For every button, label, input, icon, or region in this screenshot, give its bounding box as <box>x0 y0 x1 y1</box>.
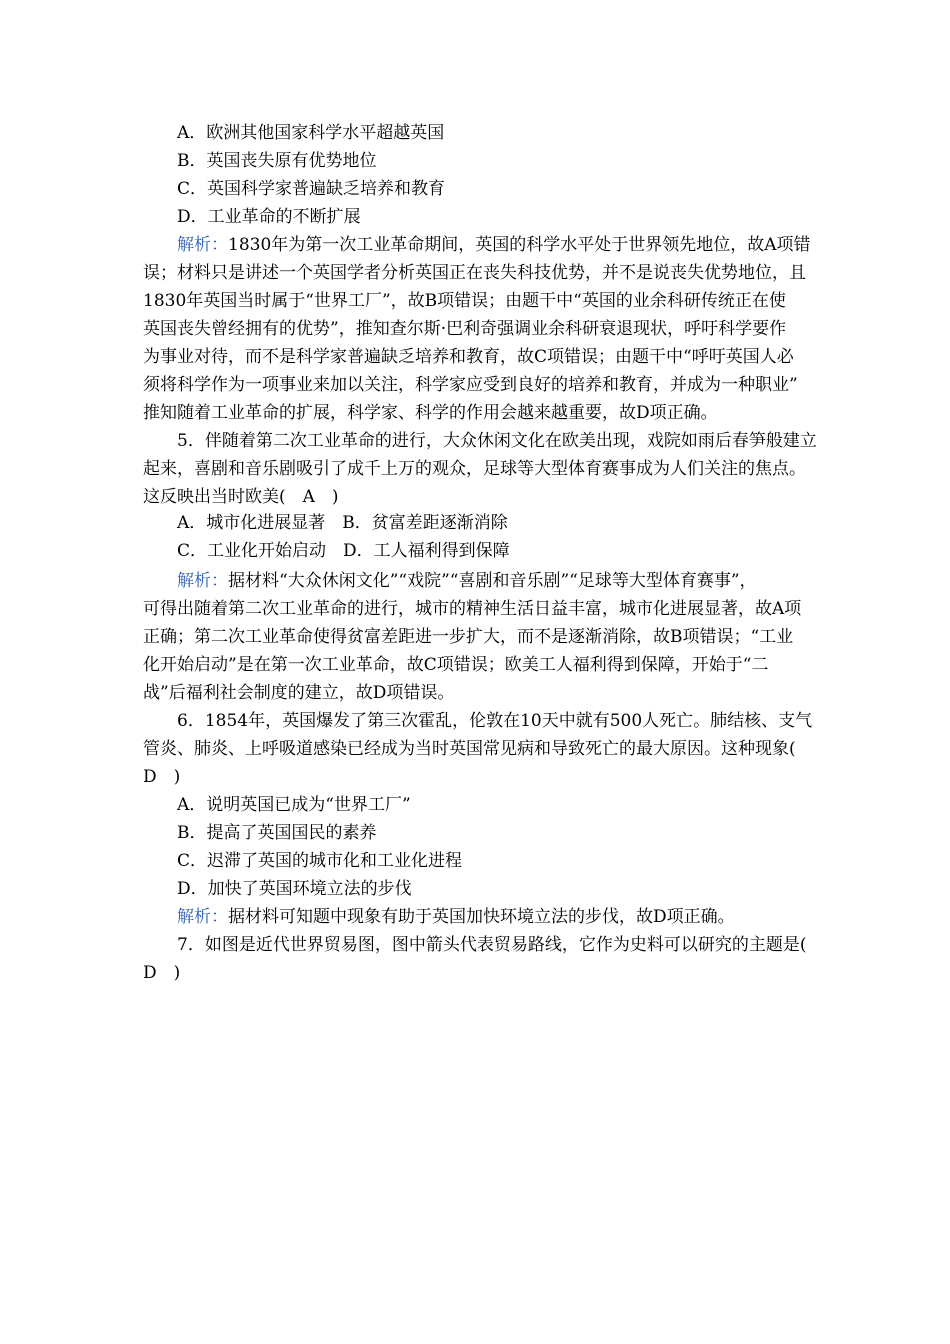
q5-options-row-1: A．城市化进展显著 B．贫富差距逐渐消除 <box>177 513 508 533</box>
q4-analysis-text: 1830年为第一次工业革命期间，英国的科学水平处于世界领先地位，故A项错 <box>228 235 811 255</box>
q4-option-b: B．英国丧失原有优势地位 <box>177 151 377 171</box>
q4-analysis-line-3: 1830年英国当时属于“世界工厂”，故B项错误；由题干中“英国的业余科研传统正在使 <box>143 291 786 311</box>
q5-stem-line-2: 起来，喜剧和音乐剧吸引了成千上万的观众，足球等大型体育赛事成为人们关注的焦点。 <box>143 459 806 479</box>
q6-option-b: B．提高了英国国民的素养 <box>177 823 377 843</box>
q6-analysis-text: 据材料可知题中现象有助于英国加快环境立法的步伐，故D项正确。 <box>228 907 735 927</box>
q4-analysis-line-7: 推知随着工业革命的扩展，科学家、科学的作用会越来越重要，故D项正确。 <box>143 403 718 423</box>
q5-analysis-line-1 <box>177 571 757 591</box>
q5-analysis-line-2: 可得出随着第二次工业革命的进行，城市的精神生活日益丰富，城市化进展显著，故A项 <box>143 599 802 619</box>
q5-analysis-line-5: 战”后福利社会制度的建立，故D项错误。 <box>143 683 455 703</box>
q5-analysis-label: 解析： <box>177 571 228 591</box>
q6-option-a: A．说明英国已成为“世界工厂” <box>177 795 411 815</box>
q5-analysis-text: 据材料“大众休闲文化”“戏院”“喜剧和音乐剧”“足球等大型体育赛事”， <box>228 571 757 591</box>
q4-analysis-label: 解析： <box>177 235 228 255</box>
q7-stem-line-1: 7．如图是近代世界贸易图，图中箭头代表贸易路线，它作为史料可以研究的主题是( <box>177 935 807 955</box>
q4-analysis-line-6: 须将科学作为一项事业来加以关注，科学家应受到良好的培养和教育，并成为一种职业” <box>143 375 798 395</box>
q6-option-d: D．加快了英国环境立法的步伐 <box>177 879 412 899</box>
q4-analysis-line-2: 误；材料只是讲述一个英国学者分析英国正在丧失科技优势，并不是说丧失优势地位，且 <box>143 263 806 283</box>
q5-stem-line-3: 这反映出当时欧美( A ) <box>143 487 339 507</box>
q4-analysis-line-5: 为事业对待，而不是科学家普遍缺乏培养和教育，故C项错误；由题干中“呼吁英国人必 <box>143 347 794 367</box>
q6-option-c: C．迟滞了英国的城市化和工业化进程 <box>177 851 463 871</box>
q4-option-a: A．欧洲其他国家科学水平超越英国 <box>177 123 445 143</box>
q4-analysis-line-1 <box>177 235 811 255</box>
q5-options-row-2: C．工业化开始启动 D．工人福利得到保障 <box>177 541 510 561</box>
q4-analysis-line-4: 英国丧失曾经拥有的优势”，推知查尔斯·巴利奇强调业余科研衰退现状，呼吁科学要作 <box>143 319 787 339</box>
q6-stem-line-2: 管炎、肺炎、上呼吸道感染已经成为当时英国常见病和导致死亡的最大原因。这种现象( <box>143 739 796 759</box>
q5-stem-line-1: 5．伴随着第二次工业革命的进行，大众休闲文化在欧美出现，戏院如雨后春笋般建立 <box>177 431 817 451</box>
q5-analysis-line-3: 正确；第二次工业革命使得贫富差距进一步扩大，而不是逐渐消除，故B项错误；“工业 <box>143 627 794 647</box>
q6-analysis-line-1 <box>177 907 735 927</box>
q5-analysis-line-4: 化开始启动”是在第一次工业革命，故C项错误；欧美工人福利得到保障，开始于“二 <box>143 655 769 675</box>
q6-stem-line-1: 6．1854年，英国爆发了第三次霍乱，伦敦在10天中就有500人死亡。肺结核、支气 <box>177 711 813 731</box>
q6-stem-line-3: D ) <box>143 767 181 787</box>
q7-stem-line-2: D ) <box>143 963 181 983</box>
q6-analysis-label: 解析： <box>177 907 228 927</box>
q4-option-c: C．英国科学家普遍缺乏培养和教育 <box>177 179 446 199</box>
q4-option-d: D．工业革命的不断扩展 <box>177 207 361 227</box>
